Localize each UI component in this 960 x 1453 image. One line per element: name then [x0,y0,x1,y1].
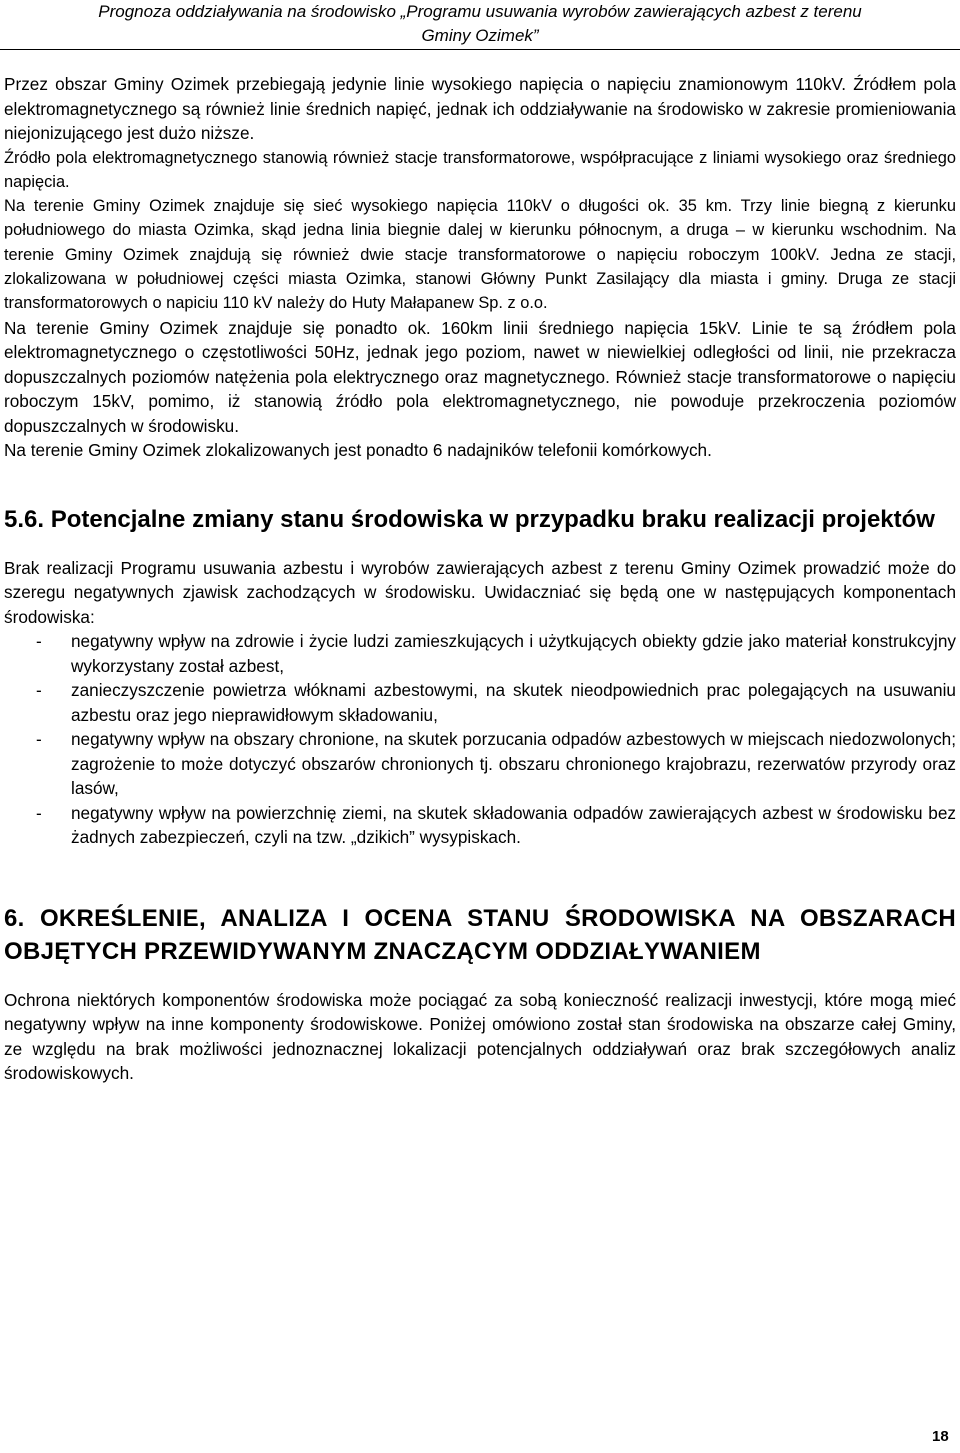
paragraph-cell-transmitters: Na terenie Gminy Ozimek zlokalizowanych jest ponadto 6 nadajników telefonii komórkowych. [4,440,712,461]
page-content [4,72,956,1086]
list-bullet: - [36,802,42,823]
section-6-text: Ochrona niektórych komponentów środowiska może pociągać za sobą konieczność realizacji inwestycji, które mogą mieć negatywny wpływ na inne komponenty środowiskowe. Poniżej omówiono został stan środowiska na obszarze całej Gminy, ze względu na brak możliwości jednoznacznej lokalizacji potencjalnych oddziaływań oraz brak szczegółowych analiz środowiskowych. [4,989,956,1084]
list-item-text: negatywny wpływ na zdrowie i życie ludzi zamieszkujących i użytkujących obiekty gdzie jako materiał konstrukcyjny wykorzystany został azbest, [71,631,956,676]
list-bullet: - [36,631,42,652]
page-number: 18 [932,1428,949,1445]
paragraph-high-voltage-network: Na terenie Gminy Ozimek znajduje się sieć wysokiego napięcia 110kV o długości ok. 35 km. Trzy linie biegną z kierunku południowego do miasta Ozimka, skąd jedna linia biegnie dalej w kierunku północnym, a druga – w kierunku wschodnim. Na terenie Gminy Ozimek znajdują się również dwie stacje transformatorowe o napięciu roboczym 100kV. Jedna ze stacji, zlokalizowana w południowej części miasta Ozimka, stanowi Główny Punkt Zasilający dla miasta i gminy. Druga ze stacji transformatorowych o napiciu 110 kV należy do Huty Małapanew Sp. z o.o. [4,197,956,313]
section-6-heading: 6. OKREŚLENIE, ANALIZA I OCENA STANU ŚRODOWISKA NA OBSZARACH OBJĘTYCH PRZEWIDYWANYM ZNACZĄCYM ODDZIAŁYWANIEM [4,904,956,965]
section-5-6-heading: 5.6. Potencjalne zmiany stanu środowiska w przypadku braku realizacji projektów [4,505,935,533]
list-item-text: negatywny wpływ na powierzchnię ziemi, na skutek składowania odpadów zawierających azbest w środowisku bez żadnych zabezpieczeń, czyli na tzw. „dzikich” wysypiskach. [71,802,956,848]
paragraph-medium-voltage-lines: Na terenie Gminy Ozimek znajduje się ponadto ok. 160km linii średniego napięcia 15kV. Linie te są źródłem pola elektromagnetycznego o częstotliwości 50Hz, jednak jego poziom, nawet w niewielkiej odległości od linii, nie przekracza dopuszczalnych poziomów natężenia pola elektrycznego oraz magnetycznego. Również stacje transformatorowe o napięciu roboczym 15kV, pomimo, iż stanowią źródło pola elektromagnetycznego, nie powoduje przekroczenia poziomów dopuszczalnych w środowisku. [4,317,956,436]
section-5-6-intro: Brak realizacji Programu usuwania azbestu i wyrobów zawierających azbest z terenu Gminy Ozimek prowadzić może do szeregu negatywnych zjawisk zachodzących w środowisku. Uwidaczniać się będą one w następujących komponentach środowiska: [4,557,956,627]
list-item [4,678,956,727]
header-line-1: Prognoza oddziaływania na środowisko „Programu usuwania wyrobów zawierających azbest z terenu [98,2,862,21]
impact-list [4,629,956,850]
header-line-2: Gminy Ozimek” [421,26,539,45]
paragraph-110kv-lines: Przez obszar Gminy Ozimek przebiegają jedynie linie wysokiego napięcia o napięciu znamionowym 110kV. Źródłem pola elektromagnetycznego są również linie średnich napięć, jednak ich oddziaływanie na środowisko w zakresie promieniowania niejonizującego jest dużo niższe. [4,74,956,143]
list-item [4,629,956,678]
paragraph-transformer-stations: Źródło pola elektromagnetycznego stanowią również stacje transformatorowe, współpracujące z liniami wysokiego oraz średniego napięcia. [4,148,956,191]
page-header [0,0,960,48]
list-item [4,727,956,801]
list-item [4,801,956,850]
list-bullet: - [36,680,42,701]
list-bullet: - [36,729,42,750]
list-item-text: negatywny wpływ na obszary chronione, na skutek porzucania odpadów azbestowych w miejscach niedozwolonych; zagrożenie to może dotyczyć obszarów chronionych tj. obszaru chronionego krajobrazu, rezerwatów przyrody oraz lasów, [71,729,956,799]
list-item-text: zanieczyszczenie powietrza włóknami azbestowymi, na skutek nieodpowiednich prac polegających na usuwaniu azbestu oraz jego nieprawidłowym składowaniu, [71,680,956,725]
header-divider [0,49,960,50]
